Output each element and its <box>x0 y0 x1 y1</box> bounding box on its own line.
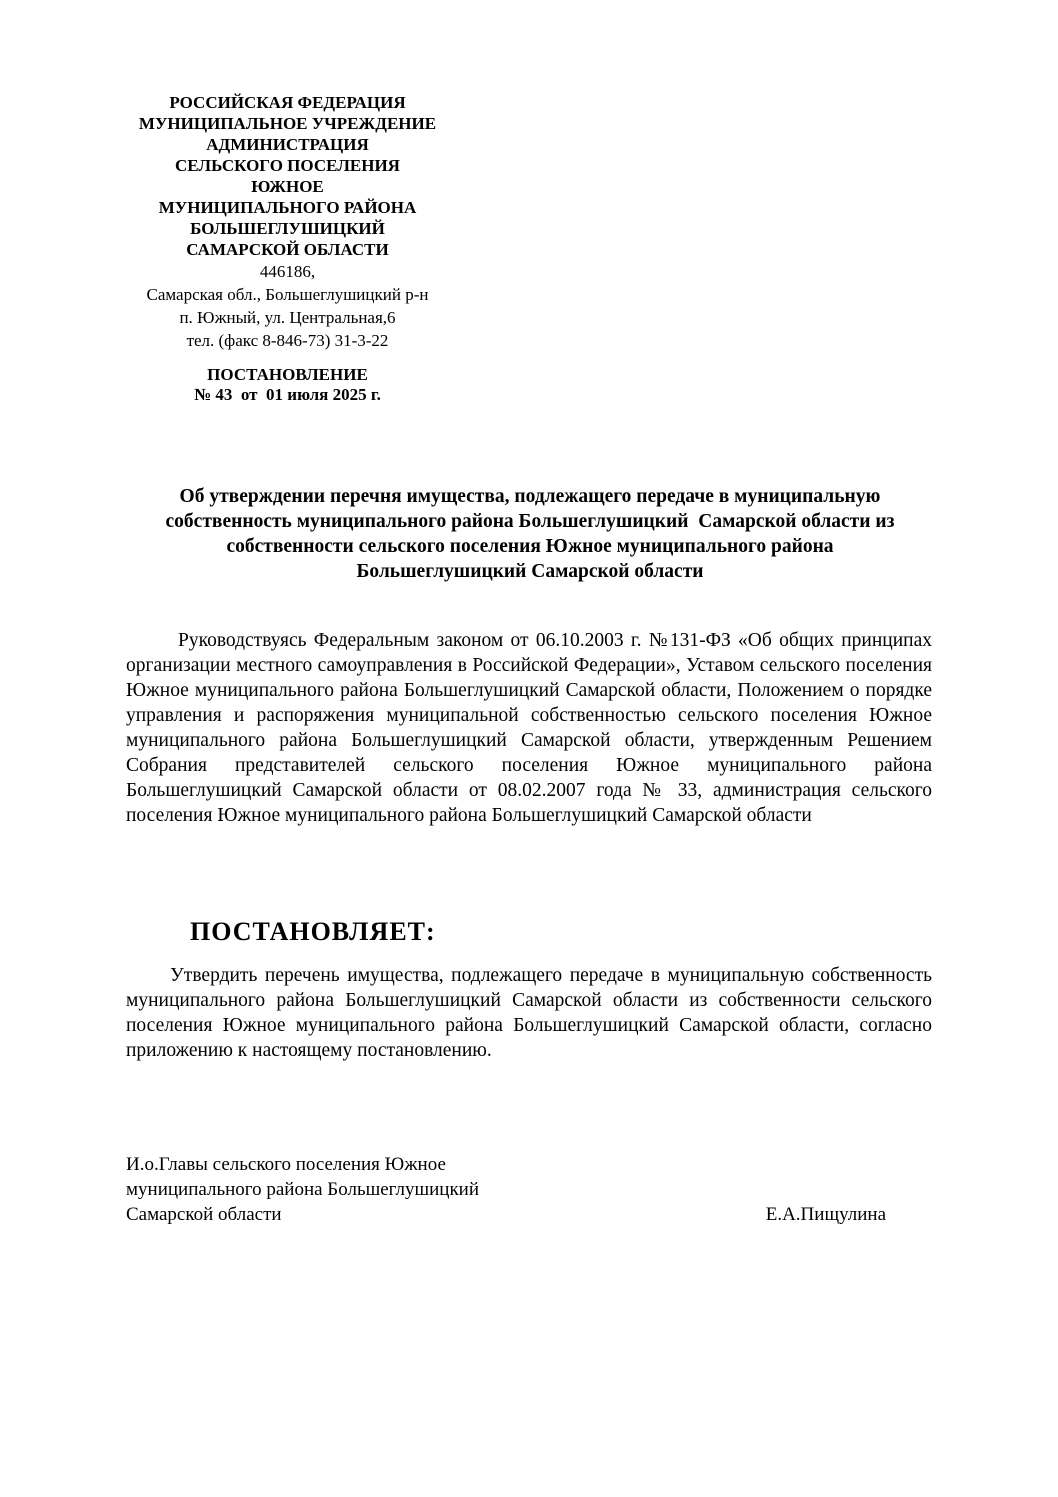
signatory-title-line: Самарской области <box>126 1204 282 1225</box>
signatory-title-line: И.о.Главы сельского поселения Южное <box>126 1154 446 1175</box>
org-line: СЕЛЬСКОГО ПОСЕЛЕНИЯ <box>175 156 400 175</box>
subject-line: Большеглушицкий Самарской области <box>356 561 704 582</box>
resolves-heading: ПОСТАНОВЛЯЕТ: <box>190 917 436 946</box>
subject-line: собственность муниципального района Большеглушицкий Самарской области из <box>165 511 895 532</box>
address-line: п. Южный, ул. Центральная,6 <box>179 308 396 327</box>
address-line: Самарская обл., Большеглушицкий р-н <box>146 285 429 304</box>
address-line: 446186, <box>259 262 316 281</box>
org-line: САМАРСКОЙ ОБЛАСТИ <box>186 240 389 259</box>
signatory-title-line: муниципального района Большеглушицкий <box>126 1179 480 1200</box>
signature-block <box>126 1152 886 1227</box>
org-line: БОЛЬШЕГЛУШИЦКИЙ <box>190 219 385 238</box>
subject-line: Об утверждении перечня имущества, подлежащего передаче в муниципальную <box>179 486 881 507</box>
subject-line: собственности сельского поселения Южное муниципального района <box>226 536 834 557</box>
signatory-name: Е.А.Пищулина <box>765 1204 886 1225</box>
preamble-paragraph: Руководствуясь Федеральным законом от 06.10.2003 г. №131-ФЗ «Об общих принципах организации местного самоуправления в Российской Федерации», Уставом сельского поселения Южное муниципального района Большеглушицкий Самарской области, Положением о порядке управления и распоряжения муниципальной собственностью сельского поселения Южное муниципального района Большеглушицкий Самарской области, утвержденным Решением Собрания представителей сельского поселения Южное муниципального района Большеглушицкий Самарской области от 08.02.2007 года № 33, администрация сельского поселения Южное муниципального района Большеглушицкий Самарской области <box>126 630 932 826</box>
org-line: МУНИЦИПАЛЬНОЕ УЧРЕЖДЕНИЕ <box>138 114 437 133</box>
org-header <box>120 92 455 352</box>
decree-heading <box>120 365 455 405</box>
decree-number: № 43 от 01 июля 2025 г. <box>194 385 381 404</box>
org-line: АДМИНИСТРАЦИЯ <box>206 135 369 154</box>
resolution-paragraph: Утвердить перечень имущества, подлежащего передаче в муниципальную собственность муниципального района Большеглушицкий Самарской области из собственности сельского поселения Южное муниципального района Большеглушицкий Самарской области, согласно приложению к настоящему постановлению. <box>126 965 932 1061</box>
org-line: МУНИЦИПАЛЬНОГО РАЙОНА <box>158 198 417 217</box>
document-subject <box>110 484 950 584</box>
org-line: РОССИЙСКАЯ ФЕДЕРАЦИЯ <box>169 93 406 112</box>
decree-title: ПОСТАНОВЛЕНИЕ <box>207 365 368 384</box>
address-line: тел. (факс 8-846-73) 31-3-22 <box>186 331 389 350</box>
org-line: ЮЖНОЕ <box>251 177 324 196</box>
